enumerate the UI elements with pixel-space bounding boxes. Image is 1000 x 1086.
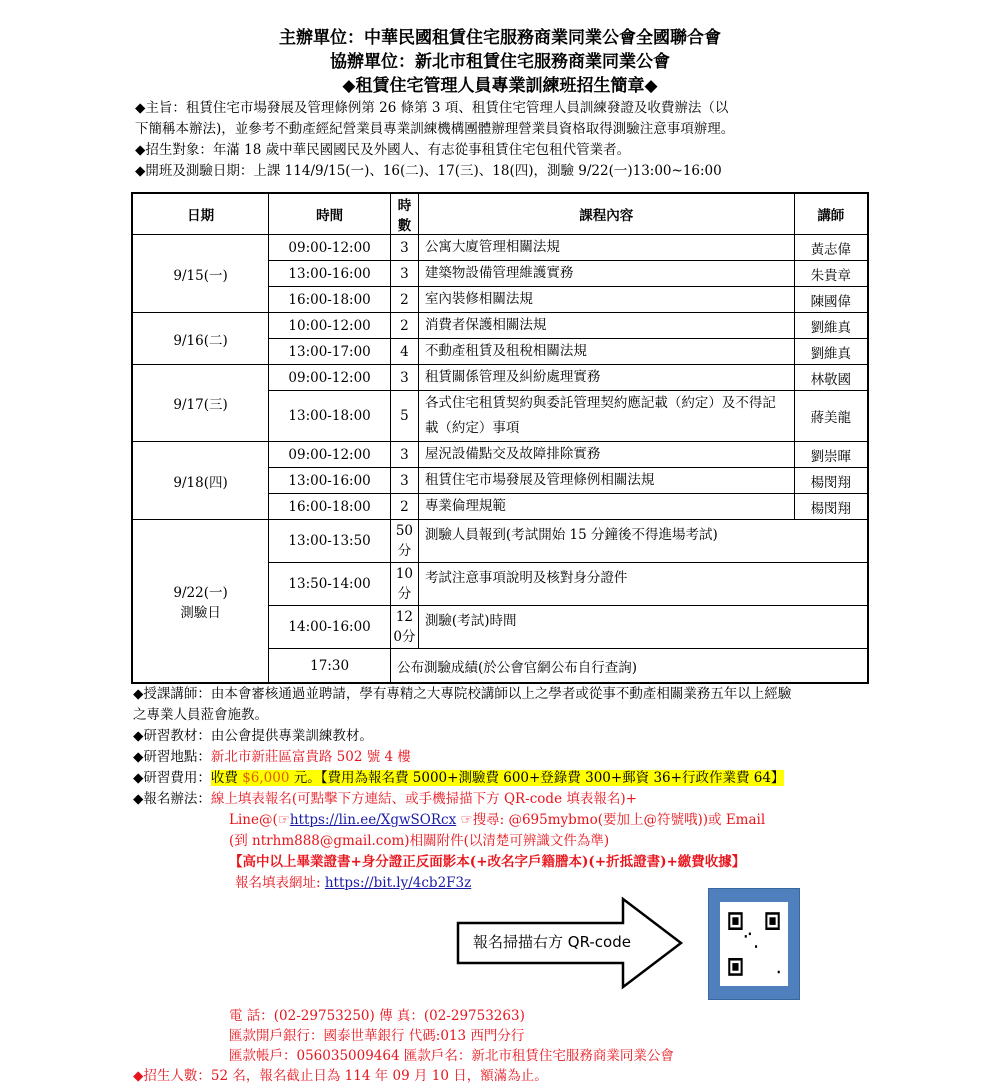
hours-cell: 3: [390, 261, 418, 287]
course-cell: 不動產租賃及租稅相關法規: [418, 339, 794, 365]
date-cell: 9/16(二): [132, 313, 269, 365]
co-organizer: 協辦單位：新北市租賃住宅服務商業同業公會: [330, 52, 670, 72]
signup-label: ◆報名辦法：: [133, 791, 211, 807]
location: 新北市新莊區富貴路 502 號 4 樓: [210, 749, 411, 765]
quota: ◆招生人數：52 名，報名截止日為 114 年 09 月 10 日，額滿為止。: [133, 1068, 548, 1084]
course-cell: 建築物設備管理維護實務: [418, 261, 794, 287]
lecturer-cell: 楊閔翔: [794, 468, 868, 494]
time-cell: 13:00-16:00: [269, 468, 391, 494]
time-cell: 09:00-12:00: [269, 235, 391, 261]
location-label: ◆研習地點：: [133, 749, 211, 765]
email-line: (到 ntrhm888@gmail.com)相關附件(以清楚可辨識文件為準): [229, 833, 610, 849]
column-header: 日期: [132, 193, 269, 235]
hours-cell: 3: [390, 235, 418, 261]
form-label: 報名填表網址:: [235, 875, 325, 891]
fee-label: ◆研習費用：: [133, 770, 211, 786]
hours-cell: 3: [390, 365, 418, 391]
table-header-row: [132, 193, 868, 235]
signup-text: 線上填表報名(可點擊下方連結、或手機掃描下方 QR-code 填表報名)+: [210, 791, 637, 807]
course-cell: 屋況設備點交及故障排除實務: [418, 442, 794, 468]
time-cell: 10:00-12:00: [269, 313, 391, 339]
table-row: [132, 313, 868, 339]
lecturer-line-1: ◆授課講師：由本會審核通過並聘請，學有專精之大專院校講師以上之學者或從事不動產相關業務五年以上經驗: [133, 686, 792, 702]
date-cell: 9/15(一): [132, 235, 269, 313]
hours-cell: 5: [390, 391, 418, 442]
time-cell: 13:50-14:00: [269, 563, 391, 606]
exam-item-cell: 測驗人員報到(考試開始 15 分鐘後不得進場考試): [418, 520, 868, 563]
class-dates: ◆開班及測驗日期：上課 114/9/15(一)、16(二)、17(三)、18(四)，測驗 9/22(一)13:00~16:00: [135, 163, 722, 179]
lecturer-cell: 陳國偉: [794, 287, 868, 313]
column-header: 課程內容: [418, 193, 794, 235]
lecturer-cell: 劉崇暉: [794, 442, 868, 468]
hours-cell: 2: [390, 494, 418, 520]
fee-amount: $6,000: [242, 770, 290, 786]
time-cell: 17:30: [269, 649, 391, 684]
table-row: [132, 365, 868, 391]
fee-prefix: 收費: [210, 770, 243, 786]
qr-code[interactable]: [708, 888, 800, 1000]
lecturer-cell: 劉維真: [794, 313, 868, 339]
hours-cell: 3: [390, 468, 418, 494]
time-cell: 13:00-18:00: [269, 391, 391, 442]
column-header: 時數: [390, 193, 418, 235]
hours-cell: 3: [390, 442, 418, 468]
minutes-cell: 10分: [390, 563, 418, 606]
target-audience: ◆招生對象：年滿 18 歲中華民國國民及外國人、有志從事租賃住宅包租代管業者。: [135, 142, 631, 158]
exam-date-note: 測驗日: [180, 605, 221, 621]
lecturer-cell: 林敬國: [794, 365, 868, 391]
qr-code-pattern: [720, 902, 788, 986]
quota-row: [131, 1066, 871, 1086]
materials: ◆研習教材：由公會提供專業訓練教材。: [133, 728, 373, 744]
course-cell: 室內裝修相關法規: [418, 287, 794, 313]
purpose-line-1: ◆主旨：租賃住宅市場發展及管理條例第 26 條第 3 項、租賃住宅管理人員訓練發證及收費辦法（以: [135, 100, 729, 116]
exam-row: [132, 520, 868, 563]
form-link[interactable]: https://bit.ly/4cb2F3z: [324, 875, 472, 891]
date-cell: 9/18(四): [132, 442, 269, 520]
intro-section: [133, 98, 734, 182]
time-cell: 09:00-12:00: [269, 442, 391, 468]
purpose-line-2: 下簡稱本辦法)，並參考不動產經紀營業員專業訓練機構團體辦理營業員資格取得測驗注意事項辦理。: [135, 121, 735, 137]
lecturer-cell: 劉維真: [794, 339, 868, 365]
column-header: 時間: [269, 193, 391, 235]
course-cell: 各式住宅租賃契約與委託管理契約應記載（約定）及不得記載（約定）事項: [418, 391, 794, 442]
lecturer-cell: 黃志偉: [794, 235, 868, 261]
exam-item-cell: 考試注意事項說明及核對身分證件: [418, 563, 868, 606]
course-cell: 專業倫理規範: [418, 494, 794, 520]
line-row: [131, 810, 871, 831]
time-cell: 09:00-12:00: [269, 365, 391, 391]
fee-suffix: 元。【費用為報名費 5000+測驗費 600+登錄費 300+郵資 36+行政作業費 64】: [289, 770, 785, 786]
signup-row: [131, 789, 871, 810]
exam-date: 9/22(一): [173, 585, 228, 601]
lecturer-cell: 蔣美龍: [794, 391, 868, 442]
date-cell: 9/17(三): [132, 365, 269, 442]
contact-phone: 電 話：(02-29753250) 傳 真：(02-29753263): [229, 1008, 525, 1024]
line-search: 搜尋: @695mybmo(要加上@符號哦))或 Email: [472, 812, 766, 828]
exam-item-cell: 測驗(考試)時間: [418, 606, 868, 649]
time-cell: 13:00-13:50: [269, 520, 391, 563]
pointing-hand-icon: ☞: [460, 812, 473, 828]
column-header: 講師: [794, 193, 868, 235]
time-cell: 16:00-18:00: [269, 287, 391, 313]
course-cell: 公寓大廈管理相關法規: [418, 235, 794, 261]
lecturer-line-2: 之專業人員蒞會施教。: [133, 707, 268, 723]
exam-date-cell: [132, 520, 269, 684]
course-cell: 租賃關係管理及糾紛處理實務: [418, 365, 794, 391]
lecturer-cell: 朱貴章: [794, 261, 868, 287]
line-prefix: Line@(: [229, 812, 278, 828]
lecturer-cell: 楊閔翔: [794, 494, 868, 520]
required-documents: 【高中以上畢業證書+身分證正反面影本(+改名字戶籍謄本)(+折抵證書)+繳費收據】: [229, 854, 746, 870]
main-section: [131, 192, 871, 1086]
page-title: ◆租賃住宅管理人員專業訓練班招生簡章◆: [342, 76, 658, 96]
location-row: [131, 747, 871, 768]
fee-detail: [211, 770, 785, 786]
minutes-cell: 50分: [390, 520, 418, 563]
fee-row: [131, 768, 871, 789]
hours-cell: 2: [390, 287, 418, 313]
pointing-hand-icon: ☞: [277, 812, 290, 828]
line-link[interactable]: https://lin.ee/XgwSORcx: [289, 812, 457, 828]
minutes-cell: 120分: [390, 606, 418, 649]
contact-account: 匯款帳戶：056035009464 匯款戶名：新北市租賃住宅服務商業同業公會: [229, 1048, 674, 1064]
course-cell: 消費者保護相關法規: [418, 313, 794, 339]
organizer: 主辦單位：中華民國租賃住宅服務商業同業公會全國聯合會: [279, 28, 721, 48]
hours-cell: 4: [390, 339, 418, 365]
time-cell: 13:00-17:00: [269, 339, 391, 365]
arrow-text: 報名掃描右方 QR-code: [473, 933, 631, 951]
time-cell: 16:00-18:00: [269, 494, 391, 520]
time-cell: 13:00-16:00: [269, 261, 391, 287]
qr-figure: [131, 888, 871, 1006]
hours-cell: 2: [390, 313, 418, 339]
contact-bank: 匯款開戶銀行：國泰世華銀行 代碼:013 西門分行: [229, 1028, 525, 1044]
table-row: [132, 235, 868, 261]
time-cell: 14:00-16:00: [269, 606, 391, 649]
result-cell: 公布測驗成績(於公會官網公布自行查詢): [390, 649, 868, 684]
table-row: [132, 442, 868, 468]
course-cell: 租賃住宅市場發展及管理條例相關法規: [418, 468, 794, 494]
schedule-table: [131, 192, 869, 684]
